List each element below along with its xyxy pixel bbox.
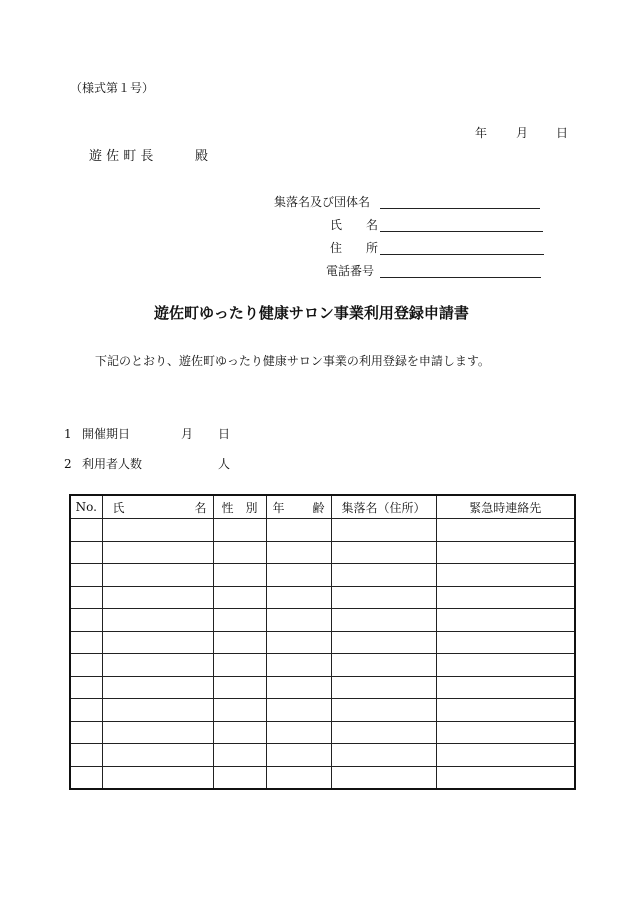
table-cell[interactable] — [436, 699, 575, 722]
table-cell[interactable] — [331, 564, 436, 587]
table-cell[interactable] — [213, 699, 266, 722]
table-row — [70, 519, 575, 542]
name-field[interactable] — [380, 231, 543, 232]
table-cell[interactable] — [436, 654, 575, 677]
table-cell[interactable] — [70, 699, 102, 722]
table-cell[interactable] — [266, 744, 331, 767]
address-label-1: 住 — [330, 241, 343, 255]
item-1-day: 日 — [218, 427, 231, 441]
date-month: 月 — [516, 126, 529, 140]
item-2-number: 2 — [64, 457, 72, 471]
table-header-row — [70, 495, 575, 519]
item-2-unit: 人 — [218, 457, 231, 471]
intro-text: 下記のとおり、遊佐町ゆったり健康サロン事業の利用登録を申請します。 — [95, 354, 490, 368]
item-1-number: 1 — [64, 427, 72, 441]
header-name-1: 氏 — [112, 500, 125, 515]
header-age-2: 齢 — [312, 500, 325, 515]
table-row — [70, 586, 575, 609]
table-cell[interactable] — [70, 631, 102, 654]
table-cell[interactable] — [266, 586, 331, 609]
table-cell[interactable] — [70, 676, 102, 699]
table-cell[interactable] — [213, 654, 266, 677]
table-cell[interactable] — [70, 609, 102, 632]
addressee-name: 遊 佐 町 長 — [89, 149, 154, 164]
table-cell[interactable] — [436, 586, 575, 609]
date-year: 年 — [475, 126, 488, 140]
table-cell[interactable] — [70, 744, 102, 767]
table-cell[interactable] — [102, 519, 213, 542]
table-cell[interactable] — [102, 721, 213, 744]
item-1-label: 開催期日 — [82, 427, 131, 441]
address-field[interactable] — [380, 254, 544, 255]
table-row — [70, 744, 575, 767]
table-cell[interactable] — [331, 744, 436, 767]
table-row — [70, 631, 575, 654]
table-cell[interactable] — [436, 766, 575, 789]
table-cell[interactable] — [70, 519, 102, 542]
table-cell[interactable] — [213, 519, 266, 542]
table-cell[interactable] — [213, 766, 266, 789]
document-title: 遊佐町ゆったり健康サロン事業利用登録申請書 — [154, 304, 469, 322]
table-cell[interactable] — [266, 766, 331, 789]
header-gender — [213, 495, 266, 519]
table-cell[interactable] — [102, 654, 213, 677]
table-cell[interactable] — [102, 744, 213, 767]
table-cell[interactable] — [331, 609, 436, 632]
table-cell[interactable] — [266, 541, 331, 564]
table-cell[interactable] — [331, 586, 436, 609]
table-row — [70, 609, 575, 632]
table-cell[interactable] — [266, 609, 331, 632]
table-row — [70, 676, 575, 699]
header-no: No. — [70, 495, 102, 519]
table-cell[interactable] — [436, 519, 575, 542]
table-cell[interactable] — [70, 766, 102, 789]
table-cell[interactable] — [266, 564, 331, 587]
table-cell[interactable] — [436, 721, 575, 744]
table-cell[interactable] — [266, 721, 331, 744]
table-row — [70, 766, 575, 789]
table-cell[interactable] — [102, 586, 213, 609]
table-cell[interactable] — [102, 631, 213, 654]
org-field[interactable] — [380, 208, 540, 209]
table-cell[interactable] — [70, 586, 102, 609]
table-cell[interactable] — [213, 744, 266, 767]
table-cell[interactable] — [266, 676, 331, 699]
table-cell[interactable] — [70, 564, 102, 587]
table-cell[interactable] — [213, 564, 266, 587]
table-cell[interactable] — [331, 721, 436, 744]
table-cell[interactable] — [331, 699, 436, 722]
org-label: 集落名及び団体名 — [274, 195, 371, 209]
header-gender-1: 性 — [221, 500, 234, 515]
table-cell[interactable] — [70, 541, 102, 564]
table-cell[interactable] — [436, 541, 575, 564]
table-cell[interactable] — [102, 609, 213, 632]
table-cell[interactable] — [436, 744, 575, 767]
table-cell[interactable] — [102, 699, 213, 722]
table-cell[interactable] — [436, 564, 575, 587]
table-cell[interactable] — [70, 654, 102, 677]
table-cell[interactable] — [331, 541, 436, 564]
table-cell[interactable] — [213, 721, 266, 744]
table-cell[interactable] — [213, 586, 266, 609]
table-cell[interactable] — [213, 541, 266, 564]
header-age-1: 年 — [272, 500, 285, 515]
header-gender-2: 別 — [245, 500, 258, 515]
addressee-honorific: 殿 — [195, 149, 209, 164]
table-row — [70, 699, 575, 722]
header-name-2: 名 — [194, 500, 207, 515]
table-cell[interactable] — [266, 699, 331, 722]
header-emergency: 緊急時連絡先 — [436, 495, 575, 519]
item-1-month: 月 — [181, 427, 194, 441]
table-row — [70, 541, 575, 564]
table-body — [70, 519, 575, 790]
name-label-2: 名 — [366, 218, 379, 232]
table-cell[interactable] — [102, 766, 213, 789]
table-cell[interactable] — [102, 541, 213, 564]
table-cell[interactable] — [436, 609, 575, 632]
table-cell[interactable] — [102, 564, 213, 587]
header-village: 集落名（住所） — [331, 495, 436, 519]
form-number: （様式第１号） — [70, 81, 155, 95]
table-cell[interactable] — [102, 676, 213, 699]
table-cell[interactable] — [266, 519, 331, 542]
table-cell[interactable] — [436, 676, 575, 699]
date-day: 日 — [556, 126, 569, 140]
table-cell[interactable] — [213, 609, 266, 632]
table-cell[interactable] — [331, 766, 436, 789]
header-age — [266, 495, 331, 519]
item-2-label: 利用者人数 — [82, 457, 143, 471]
table-cell[interactable] — [213, 631, 266, 654]
table-row — [70, 654, 575, 677]
table-cell[interactable] — [331, 676, 436, 699]
header-name — [102, 495, 213, 519]
name-label-1: 氏 — [330, 218, 343, 232]
registration-table — [69, 494, 576, 790]
table-cell[interactable] — [331, 519, 436, 542]
address-label-2: 所 — [366, 241, 379, 255]
table-cell[interactable] — [436, 631, 575, 654]
table-cell[interactable] — [331, 654, 436, 677]
table-cell[interactable] — [266, 654, 331, 677]
table-row — [70, 721, 575, 744]
phone-field[interactable] — [380, 277, 541, 278]
table-cell[interactable] — [331, 631, 436, 654]
table-cell[interactable] — [70, 721, 102, 744]
phone-label: 電話番号 — [326, 264, 375, 278]
table-cell[interactable] — [213, 676, 266, 699]
table-cell[interactable] — [266, 631, 331, 654]
table-row — [70, 564, 575, 587]
